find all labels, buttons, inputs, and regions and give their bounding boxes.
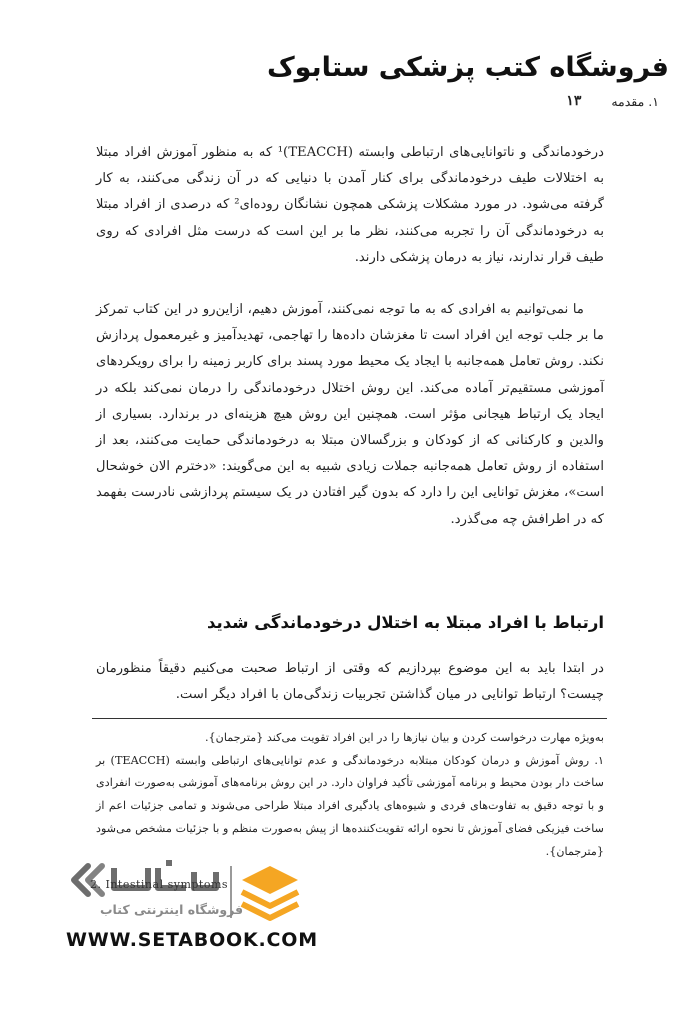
page-number: ۱۳ bbox=[566, 93, 582, 109]
footnote-divider bbox=[92, 718, 607, 719]
paragraph-3 bbox=[96, 656, 604, 708]
footnote-2-partial: 2. Intestinal symptoms bbox=[90, 878, 229, 891]
paragraph-2 bbox=[96, 297, 604, 533]
paragraph-3-text: در ابتدا باید به این موضوع بپردازیم که وقتی از ارتباط صحبت می‌کنیم دقیقاً منظورمان چیست؟ ارتباط توانایی در میان گذاشتن تجربیات زندگی‌مان با افراد دیگر است. bbox=[96, 661, 604, 703]
brand-tagline: فروشگاه اینترنتی کتاب bbox=[100, 902, 244, 917]
site-url: WWW.SETABOOK.COM bbox=[66, 929, 318, 951]
paragraph-2-text: ما نمی‌توانیم به افرادی که به ما توجه نمی‌کنند، آموزش دهیم، ازاین‌رو در این کتاب تمرکز ما بر جلب توجه این افراد است تا مغزشان داده‌ها را تهاجمی، تهدیدآمیز و غیرمعمول پردازش نکند. روش تعامل همه‌جانبه با ایجاد یک محیط مورد پسند برای کاربر زمینه را برای رویکردهای آموزشی مستقیم‌تر آماده می‌کند. این روش اختلال درخودماندگی را درمان نمی‌کند بلکه در ایجاد یک ارتباط هیجانی مؤثر است. همچنین این روش هیچ هزینه‌ای در برندارد. بسیاری از والدین و کارکنانی که از کودکان و بزرگسالان مبتلا به درخودماندگی حمایت می‌کنند، بعد از استفاده از روش تعامل همه‌جانبه جملات زیادی شبیه به این می‌گویند: «دخترم الان خوشحال است»، مغزش توانایی این را دارد که بدون گیر افتادن در یک سیستم پردازشی نادرست بفهمد که در اطرافش چه می‌گذرد. bbox=[96, 302, 604, 527]
chapter-label: ۱. مقدمه bbox=[611, 93, 659, 109]
footnote-continuation: به‌ویژه مهارت درخواست کردن و بیان نیازها را در این افراد تقویت می‌کند {مترجمان}. bbox=[205, 731, 604, 744]
setabook-logo-icon bbox=[70, 858, 310, 938]
paragraph-1 bbox=[96, 140, 604, 271]
footnote-1: ۱. روش آموزش و درمان کودکان مبتلابه درخودماندگی و عدم توانایی‌های ارتباطی وابسته (TEACCH) بر ساخت دار بودن محیط و برنامه آموزشی تأکید فراوان دارد. در این روش برنامه‌های آموزشی به‌صورت انفرادی و با توجه دقیق به تفاوت‌های فردی و شیوه‌های یادگیری افراد مبتلا طراحی می‌شوند و تمامی جزئیات اعم از ساخت فیزیکی فضای آموزش تا نحوه ارائه تقویت‌کننده‌ها از پیش به‌صورت منظم و با جزئیات مشخص می‌شود {مترجمان}. bbox=[96, 753, 604, 858]
store-title: فروشگاه کتب پزشکی ستابوک bbox=[266, 52, 669, 83]
running-head bbox=[566, 93, 659, 109]
section-heading: ارتباط با افراد مبتلا به اختلال درخودماندگی شدید bbox=[207, 613, 604, 632]
paragraph-1-text: درخودماندگی و ناتوانایی‌های ارتباطی وابسته (TEACCH)¹ که به منظور آموزش افراد مبتلا به اختلالات طیف درخودماندگی برای کنار آمدن با دنیایی که در آن زندگی می‌کنند، به کار گرفته می‌شود. در مورد مشکلات پزشکی همچون نشانگان روده‌ای² که درصدی از افراد مبتلا به درخودماندگی آن را تجربه می‌کنند، نظر ما بر این است که درست مثل افرادی که روی طیف قرار ندارند، نیاز به درمان پزشکی دارند. bbox=[96, 145, 605, 265]
footnotes bbox=[96, 727, 604, 863]
setabook-logo bbox=[70, 858, 310, 938]
